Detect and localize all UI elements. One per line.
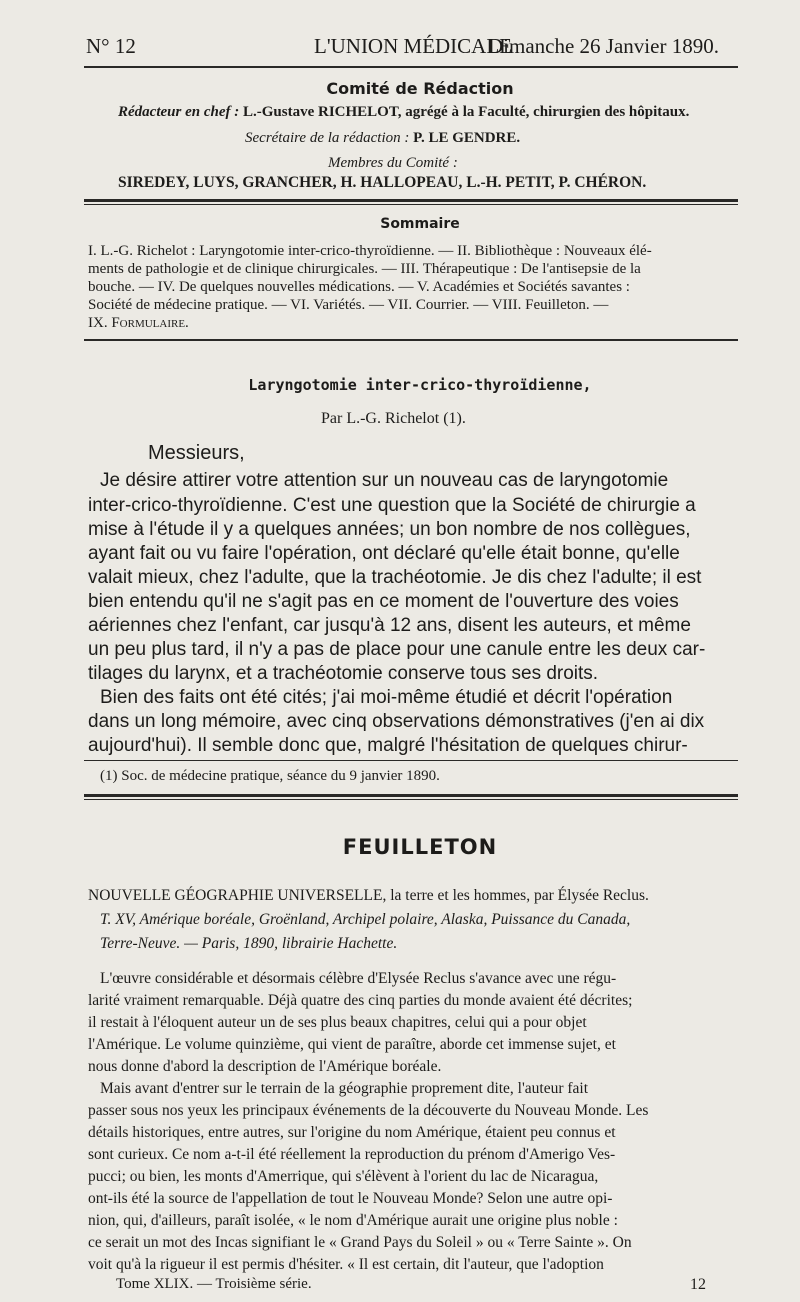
- feuilleton-reference: T. XV, Amérique boréale, Groënland, Archipel polaire, Alaska, Puissance du Canada,: [100, 911, 631, 928]
- feuilleton-line: ont-ils été la source de l'appellation de tout le Nouveau Monde? Selon une autre opi-: [88, 1190, 613, 1207]
- feuilleton-line: passer sous nos yeux les principaux événements de la découverte du Nouveau Monde. Les: [88, 1102, 649, 1119]
- header-rule: [84, 66, 738, 68]
- article-line: Je désire attirer votre attention sur un nouveau cas de laryngotomie: [100, 470, 669, 491]
- salutation: Messieurs,: [148, 442, 245, 464]
- running-header: [86, 34, 736, 64]
- article-line: ayant fait ou vu faire l'opération, ont déclaré qu'elle était bonne, qu'elle: [88, 543, 680, 564]
- article-line: tilages du larynx, et a trachéotomie conserve tous ses droits.: [88, 663, 599, 684]
- committee-title: Comité de Rédaction: [326, 79, 514, 98]
- article-line: un peu plus tard, il n'y a pas de place pour une canule entre les deux car-: [88, 639, 706, 660]
- page-number: 12: [690, 1276, 706, 1293]
- sommaire-line: IX. Formulaire.: [88, 315, 189, 331]
- feuilleton-reference: NOUVELLE GÉOGRAPHIE UNIVERSELLE, la terre et les hommes, par Élysée Reclus.: [88, 887, 649, 904]
- footnote: (1) Soc. de médecine pratique, séance du 9 janvier 1890.: [100, 768, 440, 784]
- article-line: aériennes chez l'enfant, car jusqu'à 12 ans, disent les auteurs, et même: [88, 615, 691, 636]
- article-byline: Par L.-G. Richelot (1).: [321, 410, 466, 427]
- issue-date: Dimanche 26 Janvier 1890.: [488, 34, 719, 58]
- feuilleton-line: larité vraiment remarquable. Déjà quatre des cinq parties du monde avaient été décrites;: [88, 992, 633, 1009]
- footnote-rule: [84, 760, 738, 761]
- committee-members-heading: Membres du Comité :: [328, 155, 458, 171]
- section-rule-thin: [84, 799, 738, 800]
- article-line: valait mieux, chez l'adulte, que la trachéotomie. Je dis chez l'adulte; il est: [88, 567, 702, 588]
- feuilleton-line: il restait à l'éloquent auteur un de ses plus beaux chapitres, celui qui a pour objet: [88, 1014, 587, 1031]
- committee-rule: [84, 199, 738, 202]
- article-line: aujourd'hui). Il semble donc que, malgré l'hésitation de quelques chirur-: [88, 735, 688, 756]
- article-line: dans un long mémoire, avec cinq observations démonstratives (j'en ai dix: [88, 711, 705, 732]
- article-title: Laryngotomie inter-crico-thyroïdienne,: [248, 376, 592, 394]
- sommaire-line: bouche. — IV. De quelques nouvelles médications. — V. Académies et Sociétés savantes :: [88, 279, 630, 295]
- feuilleton-line: ce serait un mot des Incas signifiant le « Grand Pays du Soleil » ou « Terre Sainte ». On: [88, 1234, 632, 1251]
- feuilleton-reference: Terre-Neuve. — Paris, 1890, librairie Hachette.: [100, 935, 398, 952]
- feuilleton-line: détails historiques, entre autres, sur l'origine du nom Amérique, étaient peu connus et: [88, 1124, 616, 1141]
- issue-number: N° 12: [86, 34, 136, 58]
- sommaire-line: ments de pathologie et de clinique chirurgicales. — III. Thérapeutique : De l'antisepsie de la: [88, 261, 641, 277]
- feuilleton-line: sont curieux. Ce nom a-t-il été réellement la reproduction du prénom d'Amerigo Ves-: [88, 1146, 616, 1163]
- sommaire-line: Société de médecine pratique. — VI. Variétés. — VII. Courrier. — VIII. Feuilleton. —: [88, 297, 609, 313]
- article-line: bien entendu qu'il ne s'agit pas en ce moment de l'ouverture des voies: [88, 591, 679, 612]
- feuilleton-title: FEUILLETON: [342, 835, 498, 859]
- sommaire-line: I. L.-G. Richelot : Laryngotomie inter-crico-thyroïdienne. — II. Bibliothèque : Nouveaux élé-: [88, 243, 652, 259]
- sommaire-rule: [84, 339, 738, 341]
- feuilleton-line: l'Amérique. Le volume quinzième, qui vient de paraître, aborde cet immense sujet, et: [88, 1036, 616, 1053]
- feuilleton-line: L'œuvre considérable et désormais célèbre d'Elysée Reclus s'avance avec une régu-: [100, 970, 617, 987]
- article-line: Bien des faits ont été cités; j'ai moi-même étudié et décrit l'opération: [100, 687, 673, 708]
- feuilleton-line: Mais avant d'entrer sur le terrain de la géographie proprement dite, l'auteur fait: [100, 1080, 589, 1097]
- committee-rule-thin: [84, 204, 738, 205]
- editor-line: Rédacteur en chef : L.-Gustave RICHELOT, agrégé à la Faculté, chirurgien des hôpitaux.: [118, 104, 690, 120]
- committee-members: SIREDEY, LUYS, GRANCHER, H. HALLOPEAU, L.-H. PETIT, P. CHÉRON.: [118, 174, 647, 191]
- feuilleton-line: nion, qui, d'ailleurs, paraît isolée, « le nom d'Amérique aurait une origine plus noble :: [88, 1212, 618, 1229]
- feuilleton-line: nous donne d'abord la description de l'Amérique boréale.: [88, 1058, 442, 1075]
- article-line: mise à l'étude il y a quelques années; un bon nombre de nos collègues,: [88, 519, 691, 540]
- journal-title: L'UNION MÉDICALE: [314, 34, 513, 58]
- article-line: inter-crico-thyroïdienne. C'est une question que la Société de chirurgie a: [88, 495, 696, 516]
- secretary-line: Secrétaire de la rédaction : P. LE GENDRE.: [245, 130, 521, 146]
- page-footer-volume: Tome XLIX. — Troisième série.: [116, 1276, 312, 1292]
- feuilleton-line: voit qu'à la rigueur il est permis d'hésiter. « Il est certain, dit l'auteur, que l'adoption: [88, 1256, 604, 1273]
- section-rule: [84, 794, 738, 797]
- sommaire-title: Sommaire: [380, 216, 460, 232]
- feuilleton-line: pucci; ou bien, les monts d'Amerrique, qui s'élèvent à l'orient du lac de Nicaragua,: [88, 1168, 599, 1185]
